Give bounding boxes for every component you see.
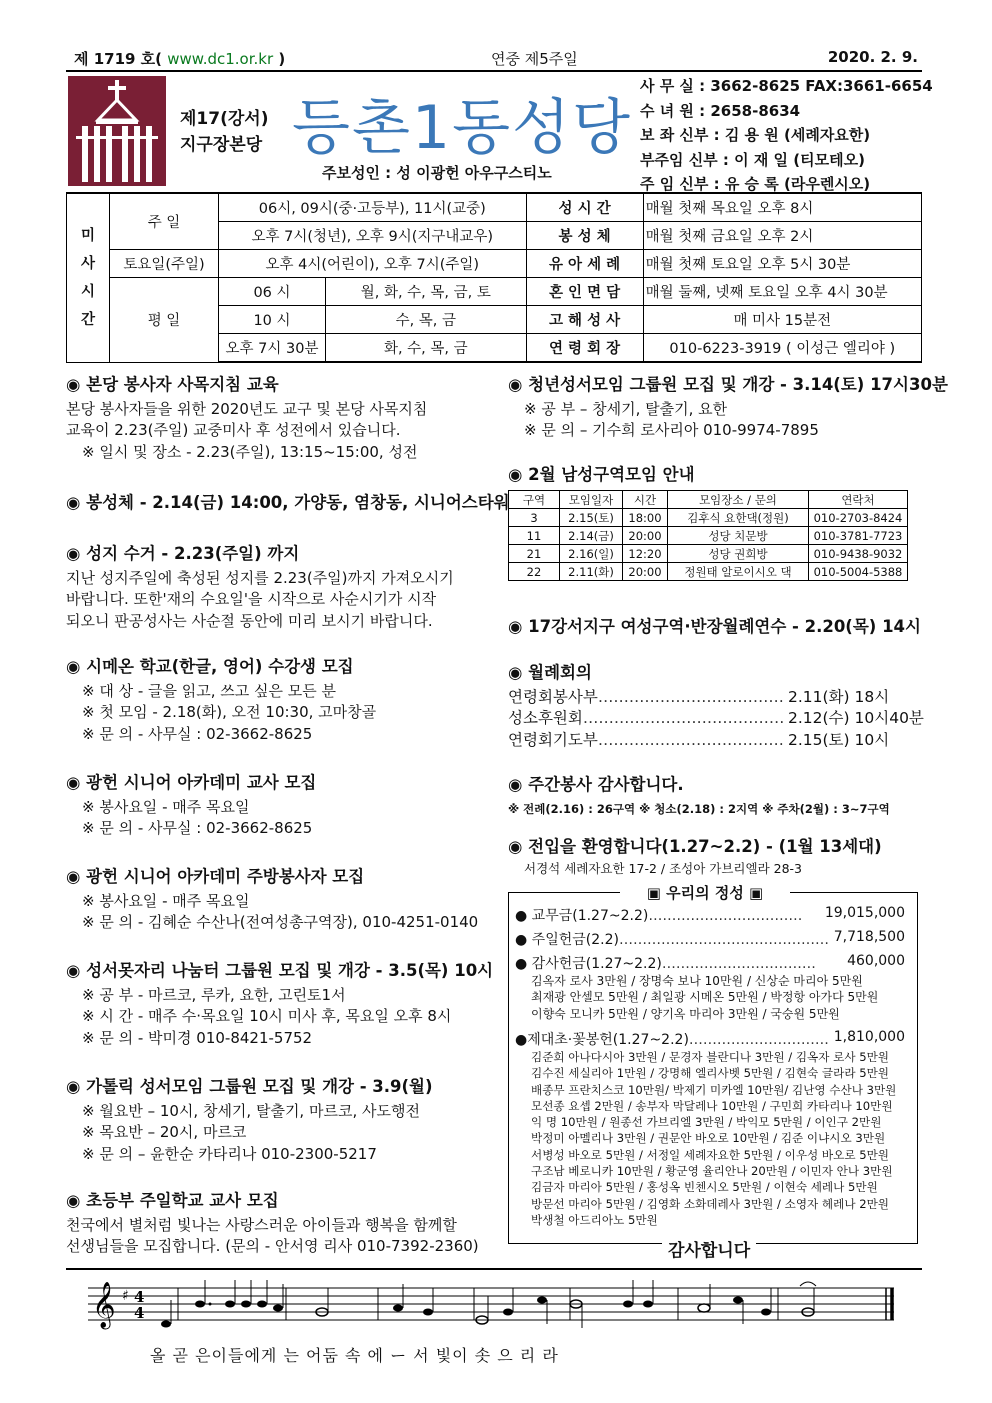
service-label: 유 아 세 례 (526, 250, 643, 278)
bottom-divider (66, 1268, 922, 1270)
meeting-row: 성소후원회………………………………… 2.12(수) 10시40분 (508, 709, 924, 727)
mass-schedule-table (66, 192, 922, 363)
issue-number: 제 1719 호( www.dc1.or.kr ) (74, 50, 286, 68)
notice-communion-visit: ◉ 봉성체 - 2.14(금) 14:00, 가양동, 염창동, 시니어스타워 (66, 493, 510, 512)
service-value: 매 미사 15분전 (643, 306, 921, 334)
top-info-line (66, 48, 922, 72)
service-label: 봉 성 체 (526, 222, 643, 250)
service-value: 매월 첫째 목요일 오후 8시 (643, 193, 921, 222)
notice-youth-bible: ◉ 청년성서모임 그룹원 모집 및 개강 - 3.14(토) 17시30분 ※ 공 부 – 창세기, 탈출기, 요한 ※ 문 의 – 기수희 로사리아 010-9974-7895 (508, 375, 948, 439)
offerings-box (508, 892, 918, 1244)
notice-simeon-school: ◉ 시메온 학교(한글, 영어) 수강생 모집 ※ 대 상 - 글을 읽고, 쓰고 싶은 모든 분 ※ 첫 모임 - 2.18(화), 오전 10:30, 고마창골 ※ 문 의 - 사무실 : 02-3662-8625 (66, 657, 377, 743)
website-link[interactable]: www.dc1.or.kr (167, 50, 274, 68)
service-value: 매월 첫째 금요일 오후 2시 (643, 222, 921, 250)
thanks-offering-names: 김옥자 로사 3만원 / 장명숙 보나 10만원 / 신상순 마리아 5만원 최재광 안셀모 5만원 / 최일광 시메온 5만원 / 박정항 아가다 5만원 이향숙 모니카 5만원 / 양기옥 마리아 3만원 / 국숭원 5만원 (531, 974, 879, 1021)
church-logo (68, 76, 166, 186)
table-row (67, 193, 922, 222)
church-building-icon (68, 76, 166, 186)
patron-saint: 주보성인 : 성 이광헌 아우구스티노 (322, 164, 552, 182)
notice-senior-teacher: ◉ 광헌 시니어 아카데미 교사 모집 ※ 봉사요일 - 매주 목요일 ※ 문 의 - 사무실 : 02-3662-8625 (66, 773, 317, 837)
table-row (67, 250, 922, 278)
offerings-title: ▣ 우리의 정성 ▣ (620, 882, 790, 903)
weekday-label: 평 일 (110, 278, 219, 363)
table-row: 3 2.15(토) 18:00 김후식 요한댁(정원) 010-2703-8424 (509, 509, 908, 527)
offering-row: ● 감사헌금(1.27~2.2)…………………………… 460,000 (515, 953, 905, 972)
notice-palm-collection: ◉ 성지 수거 - 2.23(주일) 까지 지난 성지주일에 축성된 성지를 2.23(주일)까지 가져오시기 바랍니다. 또한'재의 수요일'을 시작으로 사순시기가 시작 되오니 판공성사는 사순절 동안에 미리 보시기 바랍니다. (66, 544, 454, 630)
notice-senior-kitchen: ◉ 광헌 시니어 아카데미 주방봉사자 모집 ※ 봉사요일 - 매주 목요일 ※ 문 의 - 김혜순 수산나(전여성총구역장), 010-4251-0140 (66, 867, 479, 931)
weekday-time: 오후 7시 30분 (219, 334, 326, 363)
mass-time-label: 미 사 시 간 (67, 193, 110, 362)
thanks-label: 감사합니다 (662, 1236, 756, 1261)
hymn-lyrics: 올 곧 은이들에게 는 어둠 속 에 ー 서 빛이 솟 으 리 라 (150, 1346, 559, 1365)
weekday-days: 월, 화, 수, 목, 금, 토 (326, 278, 527, 306)
table-row (67, 278, 922, 306)
contact-list (640, 74, 933, 197)
sunday-times-1: 06시, 09시(중·고등부), 11시(교중) (219, 193, 527, 222)
table-header-row: 구역 모임일자 시간 모임장소 / 문의 연락처 (509, 491, 908, 509)
service-value: 매월 둘째, 넷째 토요일 오후 4시 30분 (643, 278, 921, 306)
contact-convent: 수 녀 원 : 2658-8634 (640, 101, 801, 120)
svg-text:4: 4 (134, 1288, 145, 1306)
sunday-times-2: 오후 7시(청년), 오후 9시(지구내교우) (219, 222, 527, 250)
service-label: 혼 인 면 담 (526, 278, 643, 306)
service-label: 연 령 회 장 (526, 334, 643, 363)
svg-text:4: 4 (134, 1304, 145, 1322)
notice-monthly-meetings: ◉ 월례회의 연령회봉사부……………………………… 2.11(화) 18시 성소후원회………………………………… 2.12(수) 10시40분 연령회기도부……………………………… 2.15(토) 10시 (508, 662, 920, 751)
weekday-time: 10 시 (219, 306, 326, 334)
table-row: 22 2.11(화) 20:00 정원태 알로이시오 댁 010-5004-5388 (509, 563, 908, 581)
table-row: 21 2.16(일) 12:20 성당 권희방 010-9438-9032 (509, 545, 908, 563)
contact-vice-priest: 부주임 신부 : 이 재 일 (티모테오) (640, 150, 865, 169)
notice-weekly-service: ◉ 주간봉사 감사합니다. ※ 전례(2.16) : 26구역 ※ 청소(2.18) : 2지역 ※ 주차(2월) : 3~7구역 (508, 775, 890, 816)
weekday-time: 06 시 (219, 278, 326, 306)
notice-catholic-bible: ◉ 가톨릭 성서모임 그룹원 모집 및 개강 - 3.9(월) ※ 월요반 – 10시, 창세기, 탈출기, 마르코, 사도행전 ※ 목요반 – 20시, 마르코 ※ 문 의 – 윤한순 카타리나 010-2300-5217 (66, 1077, 433, 1163)
meeting-row: 연령회봉사부……………………………… 2.11(화) 18시 (508, 687, 890, 706)
liturgical-week: 연중 제5주일 (491, 50, 578, 68)
issue-date: 2020. 2. 9. (827, 48, 918, 66)
offering-row: ●제대초·꽃봉헌(1.27~2.2)………………………… 1,810,000 (515, 1029, 905, 1048)
contact-assistant-priest: 보 좌 신부 : 김 용 원 (세례자요한) (640, 126, 871, 144)
weekday-days: 화, 수, 목, 금 (326, 334, 527, 363)
notice-women-training: ◉ 17강서지구 여성구역·반장월례연수 - 2.20(목) 14시 (508, 617, 921, 636)
notice-sunday-school: ◉ 초등부 주일학교 교사 모집 천국에서 별처럼 빛나는 사랑스러운 아이들과 행복을 함께할 선생님들을 모집합니다. (문의 - 안서영 리사 010-7392-2360) (66, 1191, 479, 1255)
table-row: 11 2.14(금) 20:00 성당 치문방 010-3781-7723 (509, 527, 908, 545)
svg-text:♯: ♯ (122, 1288, 129, 1304)
notice-volunteer-education: ◉ 본당 봉사자 사목지침 교육 본당 봉사자들을 위한 2020년도 교구 및 본당 사목지침 교육이 2.23(주일) 교중미사 후 성전에서 있습니다. ※ 일시 및 장소 - 2.23(주일), 13:15~15:00, 성전 (66, 375, 428, 461)
offering-row: ● 주일헌금(2.2)……………………………………… 7,718,500 (515, 929, 905, 948)
service-value: 매월 첫째 토요일 오후 5시 30분 (643, 250, 921, 278)
men-meeting-table (508, 490, 908, 581)
saturday-label: 토요일(주일) (110, 250, 219, 278)
treble-clef-icon: 𝄞 (92, 1282, 116, 1328)
altar-offering-names: 김준희 아나다시아 3만원 / 문경자 블란디나 3만원 / 김옥자 로사 5만원 김수진 세실리아 1만원 / 강명해 엘리사벳 5만원 / 김현숙 글라라 5만원 배종무 프란치스코 10만원/ 박제기 미카엘 10만원/ 김난영 수산나 3만원 모선종 요셉 2만원 / 송부자 막달레나 10만원 / 구민희 카타리나 10만원 익 명 10만원 / 원종선 가브리엘 3만원 / 박익모 5만원 / 이인구 2만원 박정미 아멜리나 3만원 / 권문안 바오로 10만원 / 김준 이냐시오 3만원 서병성 바오로 5만원 / 서정일 세례자요한 5만원 / 이우성 바오로 5만원 구조남 베로니카 10만원 / 황군영 율리안나 20만원 / 이민자 안나 3만원 김금자 마리아 5만원 / 홍성옥 빈첸시오 5만원 / 이현숙 세레나 5만원 방문선 마리아 5만원 / 김영화 소화데레사 3만원 / 소영자 헤레나 2만원 박생철 아드리아노 5만원 (531, 1050, 897, 1227)
district-label: 제17(강서) 지구장본당 (180, 109, 269, 155)
contact-pastor: 주 임 신부 : 유 승 록 (라우렌시오) (640, 175, 871, 193)
offering-row: ● 교무금(1.27~2.2)…………………………… 19,015,000 (515, 905, 905, 924)
sunday-label: 주 일 (110, 193, 219, 250)
notice-men-meetings: ◉ 2월 남성구역모임 안내 (508, 465, 695, 484)
service-value: 010-6223-3919 ( 이성근 엘리야 ) (643, 334, 921, 363)
church-name-title: 등촌1동성당 (292, 93, 632, 163)
saturday-times: 오후 4시(어린이), 오후 7시(주일) (219, 250, 527, 278)
notice-bible-nursery: ◉ 성서못자리 나눔터 그룹원 모집 및 개강 - 3.5(목) 10시 ※ 공 부 - 마르코, 루카, 요한, 고린토1서 ※ 시 간 - 매주 수·목요일 10시 미사 후, 목요일 오후 8시 ※ 문 의 - 박미경 010-8421-5752 (66, 961, 494, 1047)
meeting-row: 연령회기도부……………………………… 2.15(토) 10시 (508, 730, 890, 749)
service-label: 성 시 간 (526, 193, 643, 222)
contact-office: 사 무 실 : 3662-8625 FAX:3661-6654 (640, 77, 933, 95)
notice-welcome-newcomers: ◉ 전입을 환영합니다(1.27~2.2) - (1월 13세대) 서경석 세례자요한 17-2 / 조성아 가브리엘라 28-3 (508, 837, 882, 876)
weekday-days: 수, 목, 금 (326, 306, 527, 334)
service-label: 고 해 성 사 (526, 306, 643, 334)
